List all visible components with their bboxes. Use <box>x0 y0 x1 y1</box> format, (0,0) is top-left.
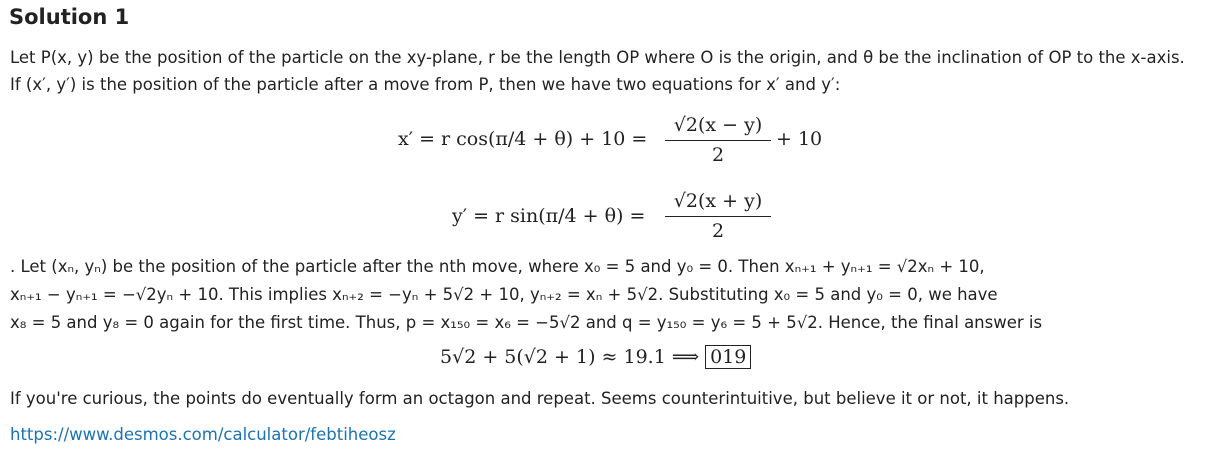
x-fraction-bar <box>665 140 771 141</box>
solution-heading: Solution 1 <box>9 5 130 29</box>
recurrence-line-3: x₈ = 5 and y₈ = 0 again for the first time. Thus, p = x₁₅₀ = x₆ = −5√2 and q = y₁₅₀ = y₆ = 5 + 5√2. Hence, the final answer is <box>10 313 1043 332</box>
final-answer-row <box>440 346 751 368</box>
x-fraction-numerator: √2(x − y) <box>673 114 763 136</box>
x-fraction-denominator: 2 <box>711 144 725 166</box>
y-fraction-numerator: √2(x + y) <box>673 190 763 212</box>
answer-box: 019 <box>705 345 751 369</box>
x-equation-tail: + 10 <box>776 128 823 150</box>
y-equation-lhs: y′ = r sin(π/4 + θ) = <box>452 205 646 227</box>
final-expression: 5√2 + 5(√2 + 1) ≈ 19.1 ⟹ <box>440 346 700 368</box>
intro-line-1: Let P(x, y) be the position of the particle on the xy-plane, r be the length OP where O is the origin, and θ be the inclination of OP to the x-axis. <box>10 48 1185 67</box>
recurrence-line-1: . Let (xₙ, yₙ) be the position of the particle after the nth move, where x₀ = 5 and y₀ = 0. Then xₙ₊₁ + yₙ₊₁ = √2xₙ + 10, <box>10 257 985 276</box>
desmos-link[interactable]: https://www.desmos.com/calculator/febtiheosz <box>10 425 396 444</box>
y-fraction-bar <box>665 216 771 217</box>
x-equation-lhs: x′ = r cos(π/4 + θ) + 10 = <box>398 128 648 150</box>
recurrence-line-2: xₙ₊₁ − yₙ₊₁ = −√2yₙ + 10. This implies xₙ₊₂ = −yₙ + 5√2 + 10, yₙ₊₂ = xₙ + 5√2. Substituting x₀ = 5 and y₀ = 0, we have <box>10 285 998 304</box>
closing-remark: If you're curious, the points do eventually form an octagon and repeat. Seems counterintuitive, but believe it or not, it happens. <box>10 389 1070 408</box>
intro-line-2: If (x′, y′) is the position of the particle after a move from P, then we have two equations for x′ and y′: <box>10 75 841 94</box>
y-fraction-denominator: 2 <box>711 220 725 242</box>
